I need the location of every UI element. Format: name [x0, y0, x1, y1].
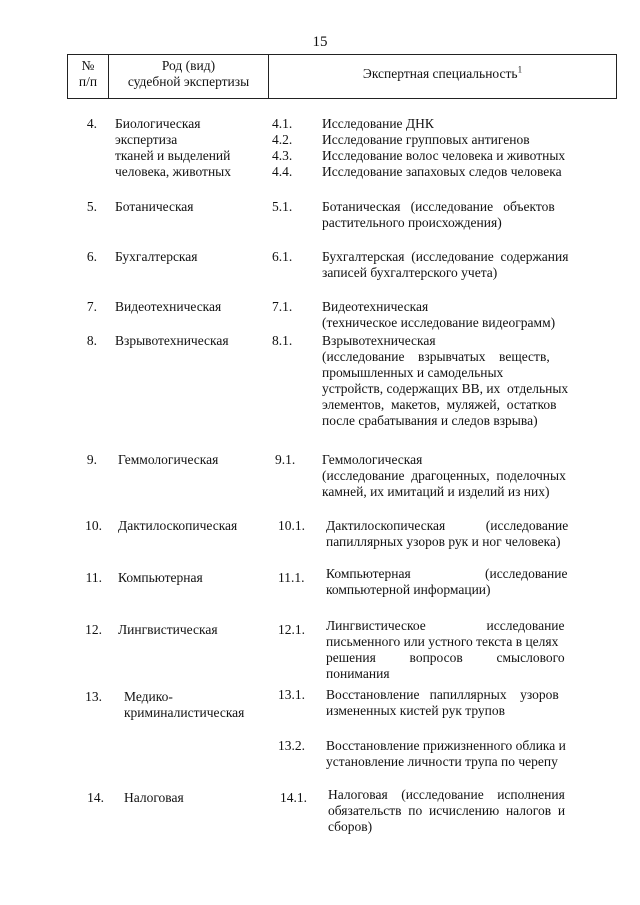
specialty-code: 14.1.	[280, 790, 307, 805]
specialty-code: 12.1.	[278, 622, 305, 637]
specialty-text: Взрывотехническая (исследование взрывчатых веществ, промышленных и самодельных устройств, содержащих ВВ, их отдельных элементов, макетов, муляжей, остатков после срабатывания и следов взрыва)	[322, 333, 569, 428]
specialty-text: Восстановление папиллярных узоров измененных кистей рук трупов	[326, 687, 559, 718]
specialty-code: 7.1.	[272, 299, 293, 314]
expertise-kind: Дактилоскопическая	[118, 518, 238, 533]
row-number: 7.	[86, 299, 97, 314]
row-number: 12.	[85, 622, 102, 637]
specialty-code: 13.2.	[278, 738, 305, 753]
specialty-code: 13.1.	[278, 687, 305, 702]
row-number: 5.	[86, 199, 97, 214]
expertise-kind: Компьютерная	[118, 570, 203, 585]
specialty-text: Лингвистическое исследование письменного или устного текста в целях решения вопросов смыслового понимания	[326, 618, 565, 681]
page-number: 15	[312, 34, 328, 50]
specialty-text: Геммологическая (исследование драгоценных, поделочных камней, их имитаций и изделий из них)	[322, 452, 566, 499]
expertise-kind: Налоговая	[124, 790, 184, 805]
row-number: 9.	[86, 452, 97, 467]
specialty-text: Исследование ДНК Исследование групповых антигенов Исследование волос человека и животных Исследование запаховых следов человека	[322, 116, 566, 179]
expertise-kind: Биологическая экспертиза тканей и выделений человека, животных	[115, 116, 232, 179]
row-number: 10.	[85, 518, 102, 533]
specialty-text: Восстановление прижизненного облика и установление личности трупа по черепу	[326, 738, 566, 769]
row-number: 6.	[86, 249, 97, 264]
expertise-kind: Геммологическая	[118, 452, 219, 467]
specialty-code: 10.1.	[278, 518, 305, 533]
expertise-kind: Медико- криминалистическая	[124, 689, 245, 720]
specialty-text: Бухгалтерская (исследование содержания записей бухгалтерского учета)	[322, 249, 569, 280]
table-header-bottom-border	[67, 98, 617, 99]
specialty-code: 9.1.	[275, 452, 296, 467]
specialty-text: Дактилоскопическая (исследование папиллярных узоров рук и ног человека)	[326, 518, 569, 549]
specialty-code: 5.1.	[272, 199, 293, 214]
specialty-code: 11.1.	[278, 570, 305, 585]
specialty-code: 8.1.	[272, 333, 293, 348]
table-header-top-border	[67, 54, 617, 55]
expertise-kind: Лингвистическая	[118, 622, 218, 637]
specialty-text: Компьютерная (исследование компьютерной информации)	[326, 566, 568, 597]
row-number: 11.	[85, 570, 102, 585]
row-number: 8.	[86, 333, 97, 348]
row-number: 13.	[85, 689, 102, 704]
expertise-kind: Взрывотехническая	[115, 333, 229, 348]
header-specialty-column: Экспертная специальность$^1$	[362, 64, 523, 81]
specialty-code: 6.1.	[272, 249, 293, 264]
specialty-text: Ботаническая (исследование объектов растительного происхождения)	[322, 199, 555, 230]
specialty-text: Видеотехническая (техническое исследование видеограмм)	[322, 299, 556, 330]
header-kind-column: Род (вид) судебной экспертизы	[127, 58, 250, 89]
table-header-right-border	[616, 54, 617, 99]
expertise-kind: Бухгалтерская	[115, 249, 198, 264]
row-number: 4.	[86, 116, 97, 131]
specialty-codes: 4.1. 4.2. 4.3. 4.4.	[272, 116, 293, 179]
expertise-kind: Видеотехническая	[115, 299, 222, 314]
header-num-column: № п/п	[78, 58, 98, 89]
specialty-text: Налоговая (исследование исполнения обязательств по исчислению налогов и сборов)	[328, 787, 566, 834]
footnote-mark: 1	[517, 64, 523, 75]
expertise-kind: Ботаническая	[115, 199, 194, 214]
row-number: 14.	[87, 790, 104, 805]
